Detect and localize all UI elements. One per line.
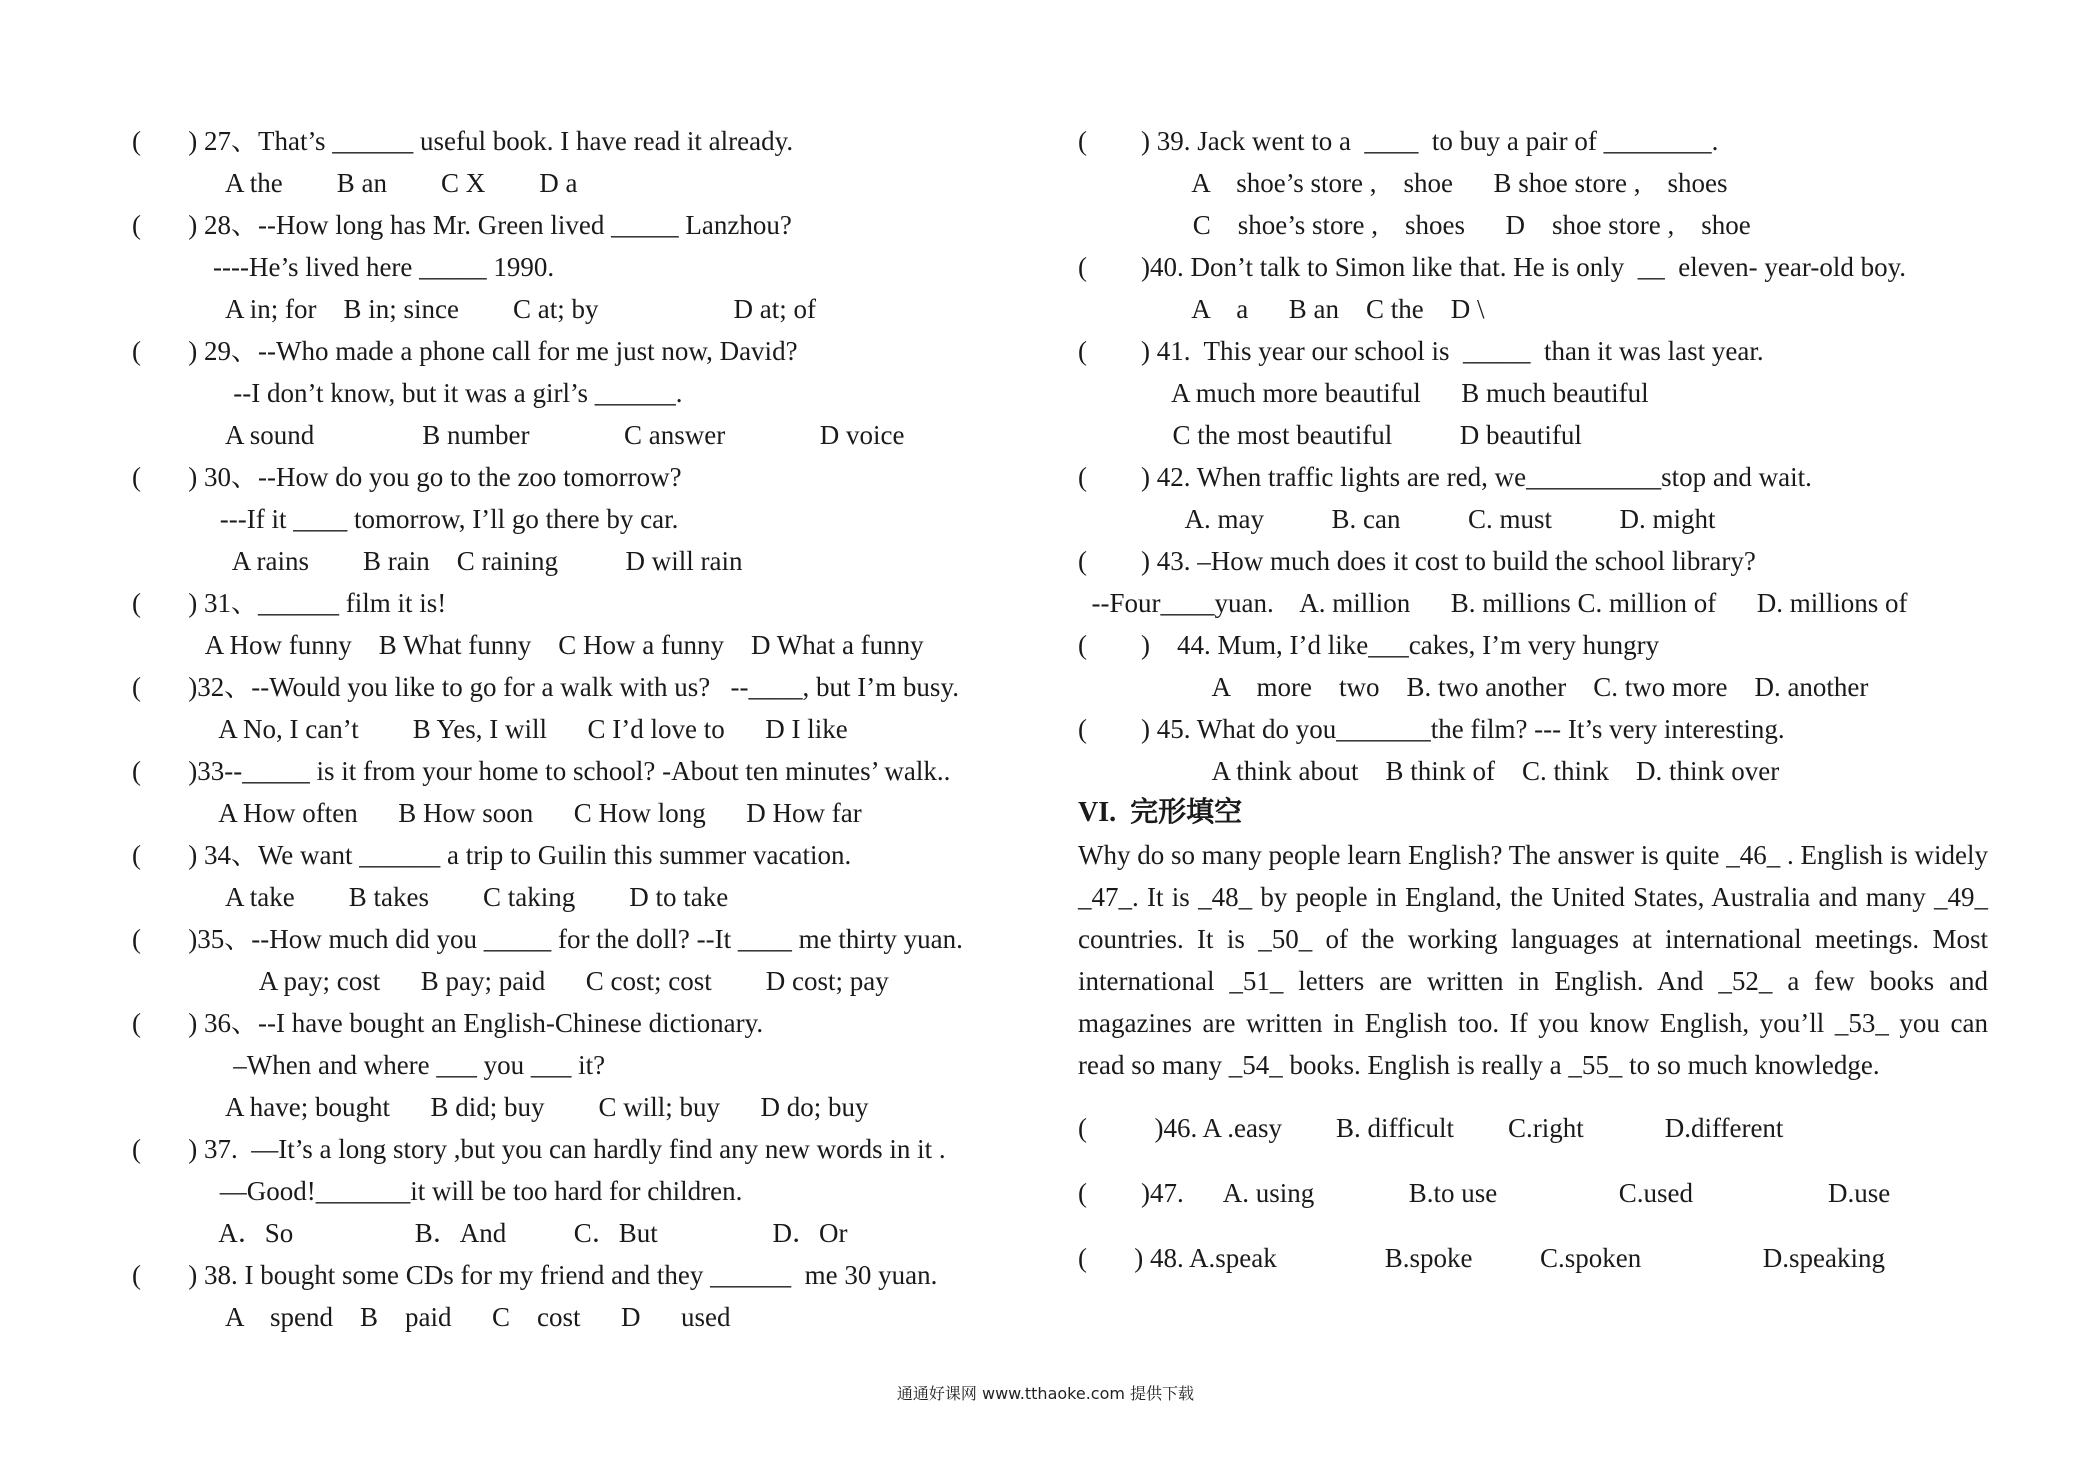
question-line: ( ) 36、--I have bought an English-Chinese dictionary.: [132, 1008, 764, 1038]
question-line: ( ) 29、--Who made a phone call for me just now, David?: [132, 336, 798, 366]
question-line: ---If it ____ tomorrow, I’ll go there by car.: [132, 504, 679, 534]
options-line: A pay; cost B pay; paid C cost; cost D cost; pay: [132, 966, 889, 996]
options-line: A How often B How soon C How long D How far: [132, 798, 862, 828]
options-line: A a B an C the D \: [1078, 294, 1485, 324]
options-line: C shoe’s store , shoes D shoe store , shoe: [1078, 210, 1751, 240]
cloze-question-line: ( )46. A .easy B. difficult C.right D.different: [1078, 1113, 1784, 1143]
question-line: ( ) 42. When traffic lights are red, we__________stop and wait.: [1078, 462, 1812, 492]
options-line: A in; for B in; since C at; by D at; of: [132, 294, 816, 324]
question-line: ( ) 38. I bought some CDs for my friend and they ______ me 30 yuan.: [132, 1260, 938, 1290]
question-line: ( ) 43. –How much does it cost to build the school library?: [1078, 546, 1756, 576]
options-line: A the B an C X D a: [132, 168, 578, 198]
cloze-passage: Why do so many people learn English? The answer is quite _46_ . English is widely _47_. It is _48_ by people in England, the United States, Australia and many _49_ countries. It is _50_ of the working languages at international meetings. Most international _51_ letters are written in English. And _52_ a few books and magazines are written in English too. If you know English, you’ll _53_ you can read so many _54_ books. English is really a _55_ to so much knowledge.: [1078, 840, 1988, 1080]
question-line: ( ) 44. Mum, I’d like___cakes, I’m very hungry: [1078, 630, 1660, 660]
section-title: VI. 完形填空: [1078, 797, 1243, 828]
right-column: [1078, 120, 1988, 1291]
options-line: A shoe’s store , shoe B shoe store , shoes: [1078, 168, 1728, 198]
spacer: [1078, 1086, 1988, 1096]
question-line: ( ) 28、--How long has Mr. Green lived _____ Lanzhou?: [132, 210, 792, 240]
options-line: A. may B. can C. must D. might: [1078, 504, 1716, 534]
question-line: ----He’s lived here _____ 1990.: [132, 252, 555, 282]
question-line: —Good!_______it will be too hard for children.: [132, 1176, 743, 1206]
question-line: ( ) 37. —It’s a long story ,but you can hardly find any new words in it .: [132, 1134, 946, 1164]
cloze-question-line: ( ) 48. A.speak B.spoke C.spoken D.speaking: [1078, 1243, 1885, 1273]
question-line: ( )40. Don’t talk to Simon like that. He is only __ eleven- year-old boy.: [1078, 252, 1907, 282]
question-line: ( ) 30、--How do you go to the zoo tomorrow?: [132, 462, 682, 492]
cloze-question-line: ( )47. A. using B.to use C.used D.use: [1078, 1178, 1891, 1208]
options-line: A take B takes C taking D to take: [132, 882, 729, 912]
question-line: ( )32、--Would you like to go for a walk with us? --____, but I’m busy.: [132, 672, 959, 702]
question-line: ( ) 27、That’s ______ useful book. I have read it already.: [132, 126, 794, 156]
options-line: A rains B rain C raining D will rain: [132, 546, 743, 576]
question-line: ( ) 31、______ film it is!: [132, 588, 447, 618]
question-line: ( ) 45. What do you_______the film? --- It’s very interesting.: [1078, 714, 1785, 744]
question-line: ( ) 39. Jack went to a ____ to buy a pair of ________.: [1078, 126, 1719, 156]
question-line: ( ) 34、We want ______ a trip to Guilin this summer vacation.: [132, 840, 852, 870]
options-line: A spend B paid C cost D used: [132, 1302, 731, 1332]
question-line: –When and where ___ you ___ it?: [132, 1050, 606, 1080]
question-line: ( )33--_____ is it from your home to school? -About ten minutes’ walk..: [132, 756, 951, 786]
options-line: C the most beautiful D beautiful: [1078, 420, 1582, 450]
question-line: ( )35、--How much did you _____ for the doll? --It ____ me thirty yuan.: [132, 924, 963, 954]
question-line: ( ) 41. This year our school is _____ than it was last year.: [1078, 336, 1764, 366]
options-line: A have; bought B did; buy C will; buy D do; buy: [132, 1092, 869, 1122]
options-line: A How funny B What funny C How a funny D What a funny: [132, 630, 924, 660]
question-line: --I don’t know, but it was a girl’s ______.: [132, 378, 683, 408]
options-line: A much more beautiful B much beautiful: [1078, 378, 1649, 408]
options-line: A more two B. two another C. two more D. another: [1078, 672, 1869, 702]
options-line: A．So B．And C．But D．Or: [132, 1218, 848, 1248]
footer-credit: 通通好课网 www.tthaoke.com 提供下载: [896, 1384, 1195, 1403]
options-line: --Four____yuan. A. million B. millions C. million of D. millions of: [1078, 588, 1908, 618]
left-column: [132, 120, 1032, 1338]
options-line: A sound B number C answer D voice: [132, 420, 905, 450]
options-line: A think about B think of C. think D. think over: [1078, 756, 1780, 786]
options-line: A No, I can’t B Yes, I will C I’d love to D I like: [132, 714, 848, 744]
